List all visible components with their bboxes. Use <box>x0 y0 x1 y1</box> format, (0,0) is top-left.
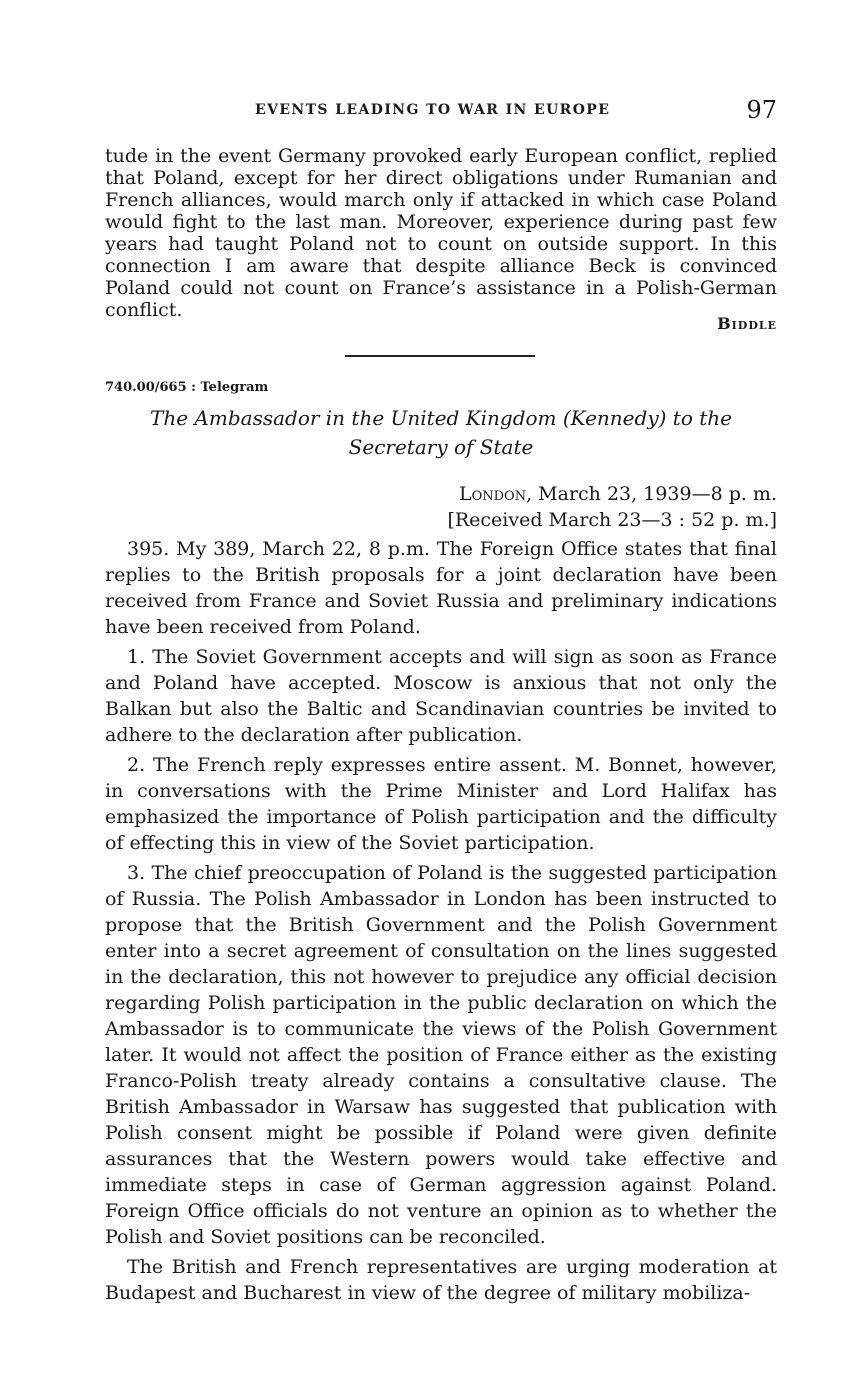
dateline <box>447 481 777 533</box>
dateline-received: [Received March 23—3 : 52 p. m.] <box>447 509 777 531</box>
signature: Biddle <box>717 314 777 333</box>
paragraph-closing: The British and French representatives are urging moderation at Budapest and Bucharest in view of the degree of military mobiliza- <box>105 1256 777 1304</box>
heading-line-1: The Ambassador in the United Kingdom (Kennedy) to the <box>150 406 732 430</box>
dateline-date: , March 23, 1939—8 p. m. <box>526 483 777 505</box>
running-title: EVENTS LEADING TO WAR IN EUROPE <box>255 102 611 118</box>
section-divider <box>345 355 535 357</box>
page-number: 97 <box>746 96 777 124</box>
paragraph-3: 3. The chief preoccupation of Poland is the suggested participation of Russia. The Polish Ambassador in London has been instructed to propose that the British Government and the Polish Government enter into a secret agreement of consultation on the lines suggested in the declaration, this not however to prejudice any official decision regarding Polish participation in the public declaration on which the Ambassador is to communicate the views of the Polish Government later. It would not affect the position of France either as the existing Franco-Polish treaty already contains a consultative clause. The British Ambassador in Warsaw has suggested that publication with Polish consent might be possible if Poland were given definite assurances that the Western powers would take effective and immediate steps in case of German aggression against Poland. Foreign Office officials do not venture an opinion as to whether the Polish and Soviet positions can be reconciled. <box>105 862 777 1248</box>
paragraph-2: 2. The French reply expresses entire assent. M. Bonnet, however, in conversations with the Prime Minister and Lord Halifax has emphasized the importance of Polish participation and the difficulty of effecting this in view of the Soviet participation. <box>105 754 777 854</box>
heading-line-2: Secretary of State <box>348 435 534 459</box>
dateline-place: London <box>458 483 527 505</box>
running-head <box>105 96 777 126</box>
paragraph-intro: 395. My 389, March 22, 8 p.m. The Foreign Office states that final replies to the British proposals for a joint declaration have been received from France and Soviet Russia and preliminary indications have been received from Poland. <box>105 538 777 638</box>
paragraph-1: 1. The Soviet Government accepts and will sign as soon as France and Poland have accepted. Moscow is anxious that not only the Balkan but also the Baltic and Scandinavian countries be invited to adhere to the declaration after publication. <box>105 646 777 746</box>
file-reference: 740.00/665 : Telegram <box>105 380 269 395</box>
continuation-text: tude in the event Germany provoked early European conflict, replied that Poland, except for her direct obligations under Rumanian and French alliances, would march only if attacked in which case Poland would fight to the last man. Moreover, experience during past few years had taught Poland not to count on outside support. In this connection I am aware that despite alliance Beck is convinced Poland could not count on France’s assistance in a Polish-German conflict. <box>105 145 777 321</box>
telegram-body <box>105 536 777 1306</box>
continuation-paragraph <box>105 145 777 321</box>
dateline-sent <box>447 481 777 507</box>
document-heading <box>105 404 777 462</box>
